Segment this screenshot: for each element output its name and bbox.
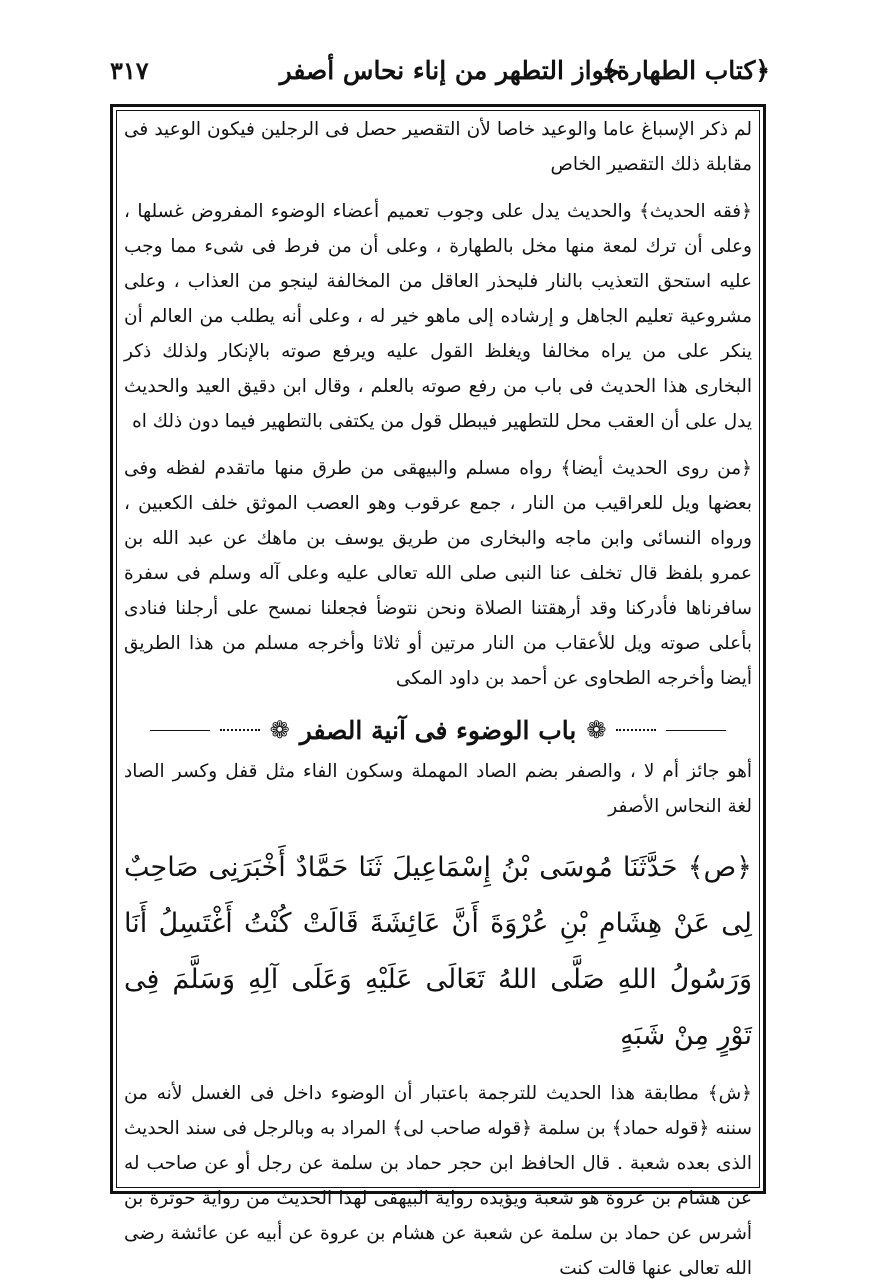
paragraph-narrators: ﴿من روى الحديث أيضا﴾ رواه مسلم والبيهقى من طرق منها ماتقدم لفظه وفى بعضها ويل للعراقيب من النار ، جمع عرقوب وهو العصب الموثق خلف الكعبين ، ورواه النسائى وابن ماجه والبخارى من طريق يوسف بن ماهك عن عبد الله بن عمرو بلفظ قال تخلف عنا النبى صلى الله تعالى عليه وعلى آله وسلم فى سفرة سافرناها فأدركنا وقد أرهقتنا الصلاة ونحن نتوضأ فجعلنا نمسح على أرجلنا فنادى بأعلى صوته ويل للأعقاب من النار مرتين أو ثلاثا وأخرجه مسلم من هذا الطريق أيضا وأخرجه الطحاوى عن أحمد بن داود المكى <box>124 458 752 689</box>
title-rule-right <box>666 730 726 731</box>
chapter-title: باب الوضوء فى آنية الصفر <box>299 715 577 745</box>
paragraph-definition: أهو جائز أم لا ، والصفر بضم الصاد المهملة وسكون الفاء مثل قفل وكسر الصاد لغة النحاس الأصفر <box>124 761 752 817</box>
hadith-text: ﴿ص﴾ حَدَّثَنَا مُوسَى بْنُ إِسْمَاعِيلَ ثَنَا حَمَّادٌ أَخْبَرَنِى صَاحِبٌ لِى عَنْ هِشَامِ بْنِ عُرْوَةَ أَنَّ عَائِشَةَ قَالَتْ كُنْتُ أَغْتَسِلُ أَنَا وَرَسُولُ اللهِ صَلَّى اللهُ تَعَالَى عَلَيْهِ وَعَلَى آلِهِ وَسَلَّمَ فِى تَوْرٍ مِنْ شَبَهٍ <box>124 852 752 1051</box>
page-body <box>124 112 752 1279</box>
paragraph-fiqh: ﴿فقه الحديث﴾ والحديث يدل على وجوب تعميم أعضاء الوضوء المفروض غسلها ، وعلى أن ترك لمعة منها مخل بالطهارة ، وعلى أن من فرط فى شىء مما وجب عليه استحق التعذيب بالنار فليحذر العاقل من المخالفة لينجو من العذاب ، وعلى مشروعية تعليم الجاهل و إرشاده إلى ماهو خير له ، وعلى أنه يطلب من العالم أن ينكر على من يراه مخالفا ويغلظ القول عليه ويرفع صوته بالإنكار ولذلك ذكر البخارى هذا الحديث فى باب من رفع صوته بالعلم ، وقال ابن دقيق العيد والحديث يدل على أن العقب محل للتطهير فيبطل قول من يكتفى بالتطهير فيما دون ذلك اه <box>124 201 752 432</box>
title-dots-right <box>616 729 656 731</box>
page-number: ٣١٧ <box>110 56 149 85</box>
paragraph-continuation: لم ذكر الإسباغ عاما والوعيد خاصا لأن التقصير حصل فى الرجلين فيكون الوعيد فى مقابلة ذلك التقصير الخاص <box>124 119 752 175</box>
chapter-title-row <box>124 706 752 754</box>
ornament-left-icon: ❁ <box>269 716 290 744</box>
running-head <box>110 52 770 96</box>
chapter-heading: جواز التطهر من إناء نحاس أصفر <box>279 56 620 85</box>
title-dots-left <box>220 729 260 731</box>
book-title: ﴿كتاب الطهارة﴾ <box>602 56 770 85</box>
paragraph-commentary: ﴿ش﴾ مطابقة هذا الحديث للترجمة باعتبار أن الوضوء داخل فى الغسل لأنه من سننه ﴿قوله حماد﴾ بن سلمة ﴿قوله صاحب لى﴾ المراد به وبالرجل فى سند الحديث الذى بعده شعبة . قال الحافظ ابن حجر حماد بن سلمة عن رجل أو عن صاحب له عن هشام بن عروة هو شعبة ويؤيده رواية البيهقى لهذا الحديث من رواية حوثرة بن أشرس عن حماد بن سلمة عن شعبة عن هشام بن عروة عن أبيه عن عائشة رضى الله تعالى عنها قالت كنت <box>124 1083 752 1279</box>
title-rule-left <box>150 730 210 731</box>
ornament-right-icon: ❁ <box>586 716 607 744</box>
